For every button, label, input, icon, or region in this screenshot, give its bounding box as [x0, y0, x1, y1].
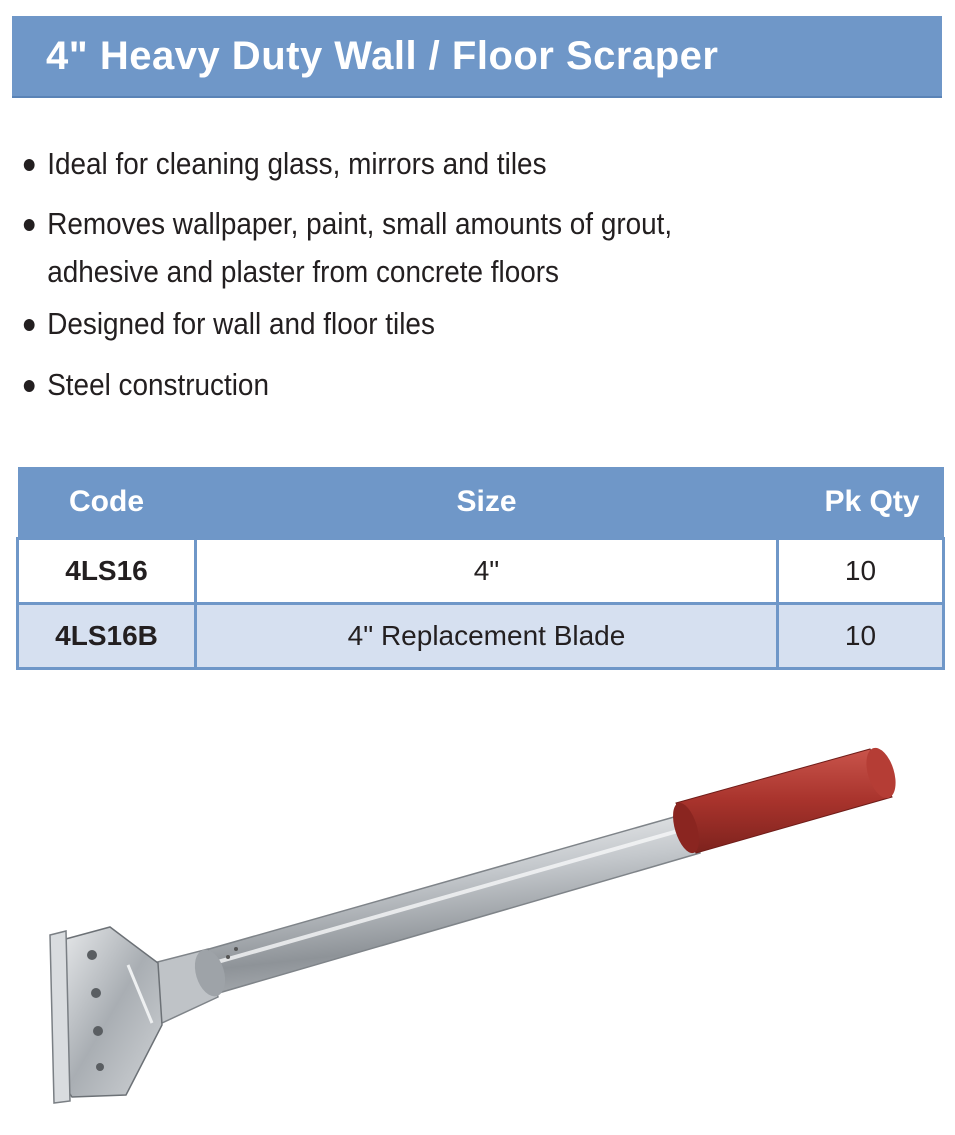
bullet-icon	[24, 159, 35, 171]
feature-text: Ideal for cleaning glass, mirrors and tiles	[47, 146, 547, 181]
cell-code: 4LS16B	[18, 604, 196, 669]
feature-item	[22, 300, 435, 348]
feature-text: Steel construction	[47, 367, 269, 402]
table-header-row	[18, 467, 944, 539]
cell-pk-qty: 10	[778, 604, 944, 669]
page-title: 4" Heavy Duty Wall / Floor Scraper	[46, 34, 719, 78]
feature-item	[22, 140, 547, 188]
scraper-product-image	[40, 735, 910, 1115]
feature-text: Designed for wall and floor tiles	[47, 306, 435, 341]
feature-item	[22, 200, 672, 296]
column-header-size: Size	[196, 467, 778, 539]
cell-size: 4" Replacement Blade	[196, 604, 778, 669]
scraper-head	[50, 927, 162, 1103]
feature-text-continued: adhesive and plaster from concrete floors	[47, 254, 559, 289]
table-row	[18, 604, 944, 669]
bullet-icon	[24, 219, 35, 231]
cell-size: 4"	[196, 539, 778, 604]
table-row	[18, 539, 944, 604]
bullet-icon	[24, 380, 35, 392]
cell-pk-qty: 10	[778, 539, 944, 604]
scraper-grip	[668, 744, 901, 856]
column-header-pk-qty: Pk Qty	[778, 467, 944, 539]
column-header-code: Code	[18, 467, 196, 539]
cell-code: 4LS16	[18, 539, 196, 604]
feature-item	[22, 361, 269, 409]
feature-text: Removes wallpaper, paint, small amounts of grout,	[47, 206, 673, 241]
scraper-shaft	[195, 813, 700, 997]
spec-table	[16, 467, 945, 670]
bullet-icon	[24, 319, 35, 331]
title-bar	[12, 16, 942, 98]
